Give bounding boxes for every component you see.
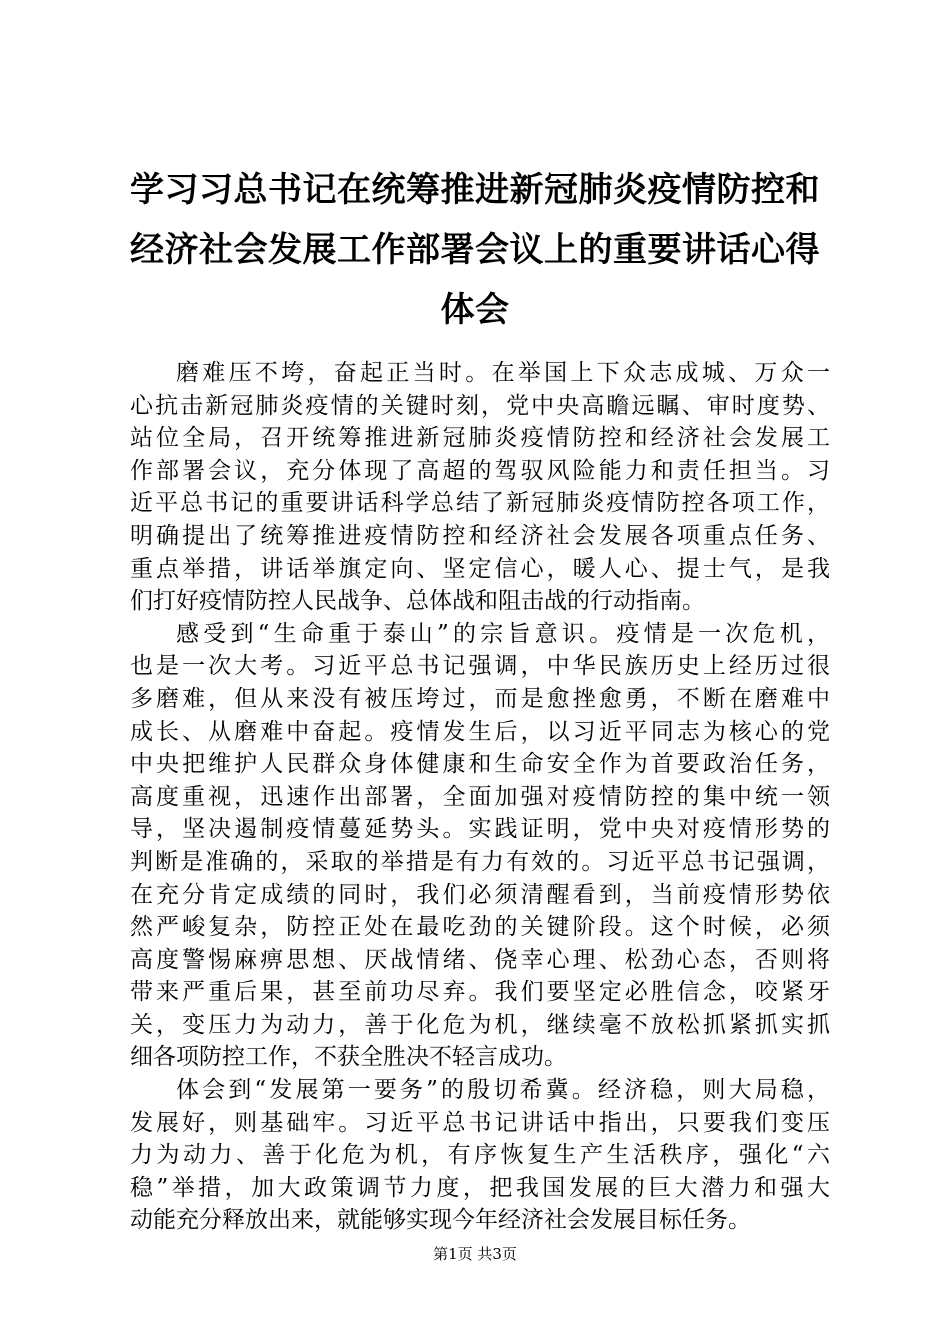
document-body xyxy=(130,357,830,1237)
paragraph-2 xyxy=(130,618,830,1074)
text-line: 也是一次大考。习近平总书记强调，中华民族历史上经历过很 xyxy=(130,653,830,680)
text-line: 带来严重后果，甚至前功尽弃。我们要坚定必胜信念，咬紧牙 xyxy=(130,979,830,1006)
paragraph-3 xyxy=(130,1074,830,1237)
text-line: 成长、从磨难中奋起。疫情发生后，以习近平同志为核心的党 xyxy=(130,718,830,745)
text-line: 然严峻复杂，防控正处在最吃劲的关键阶段。这个时候，必须 xyxy=(130,914,830,941)
text-line: 明确提出了统筹推进疫情防控和经济社会发展各项重点任务、 xyxy=(130,522,830,549)
text-line: 发展好，则基础牢。习近平总书记讲话中指出，只要我们变压 xyxy=(130,1109,830,1136)
document-title xyxy=(100,160,850,340)
text-line: 感受到“生命重于泰山”的宗旨意识。疫情是一次危机， xyxy=(176,620,830,647)
text-line: 作部署会议，充分体现了高超的驾驭风险能力和责任担当。习 xyxy=(130,457,830,484)
text-line: 近平总书记的重要讲话科学总结了新冠肺炎疫情防控各项工作， xyxy=(130,490,830,517)
text-line: 磨难压不垮，奋起正当时。在举国上下众志成城、万众一 xyxy=(176,360,830,386)
text-line: 力为动力、善于化危为机，有序恢复生产生活秩序，强化“六 xyxy=(130,1142,830,1169)
text-line: 判断是准确的，采取的举措是有力有效的。习近平总书记强调， xyxy=(130,848,830,875)
text-line: 高度警惕麻痹思想、厌战情绪、侥幸心理、松劲心态，否则将 xyxy=(130,946,830,973)
text-line: 中央把维护人民群众身体健康和生命安全作为首要政治任务， xyxy=(130,751,830,778)
text-line: 们打好疫情防控人民战争、总体战和阻击战的行动指南。 xyxy=(130,588,705,615)
text-line: 关，变压力为动力，善于化危为机，继续毫不放松抓紧抓实抓 xyxy=(130,1011,830,1038)
text-line: 细各项防控工作，不获全胜决不轻言成功。 xyxy=(130,1044,567,1071)
text-line: 多磨难，但从来没有被压垮过，而是愈挫愈勇，不断在磨难中 xyxy=(130,685,830,712)
text-line: 体会到“发展第一要务”的殷切希冀。经济稳，则大局稳， xyxy=(176,1077,830,1104)
text-line: 稳”举措，加大政策调节力度，把我国发展的巨大潜力和强大 xyxy=(130,1174,830,1201)
paragraph-1 xyxy=(130,357,830,618)
text-line: 重点举措，讲话举旗定向、坚定信心，暖人心、提士气，是我 xyxy=(130,555,830,582)
title-line: 体会 xyxy=(440,290,510,330)
text-line: 导，坚决遏制疫情蔓延势头。实践证明，党中央对疫情形势的 xyxy=(130,816,830,843)
text-line: 动能充分释放出来，就能够实现今年经济社会发展目标任务。 xyxy=(130,1207,751,1234)
text-line: 高度重视，迅速作出部署，全面加强对疫情防控的集中统一领 xyxy=(130,783,830,810)
title-line: 学习习总书记在统筹推进新冠肺炎疫情防控和 xyxy=(130,170,820,210)
text-line: 在充分肯定成绩的同时，我们必须清醒看到，当前疫情形势依 xyxy=(130,881,830,908)
page-footer: 第1页 共3页 xyxy=(433,1245,517,1263)
text-line: 心抗击新冠肺炎疫情的关键时刻，党中央高瞻远瞩、审时度势、 xyxy=(130,392,830,419)
text-line: 站位全局，召开统筹推进新冠肺炎疫情防控和经济社会发展工 xyxy=(130,425,830,452)
title-line: 经济社会发展工作部署会议上的重要讲话心得 xyxy=(130,230,820,270)
